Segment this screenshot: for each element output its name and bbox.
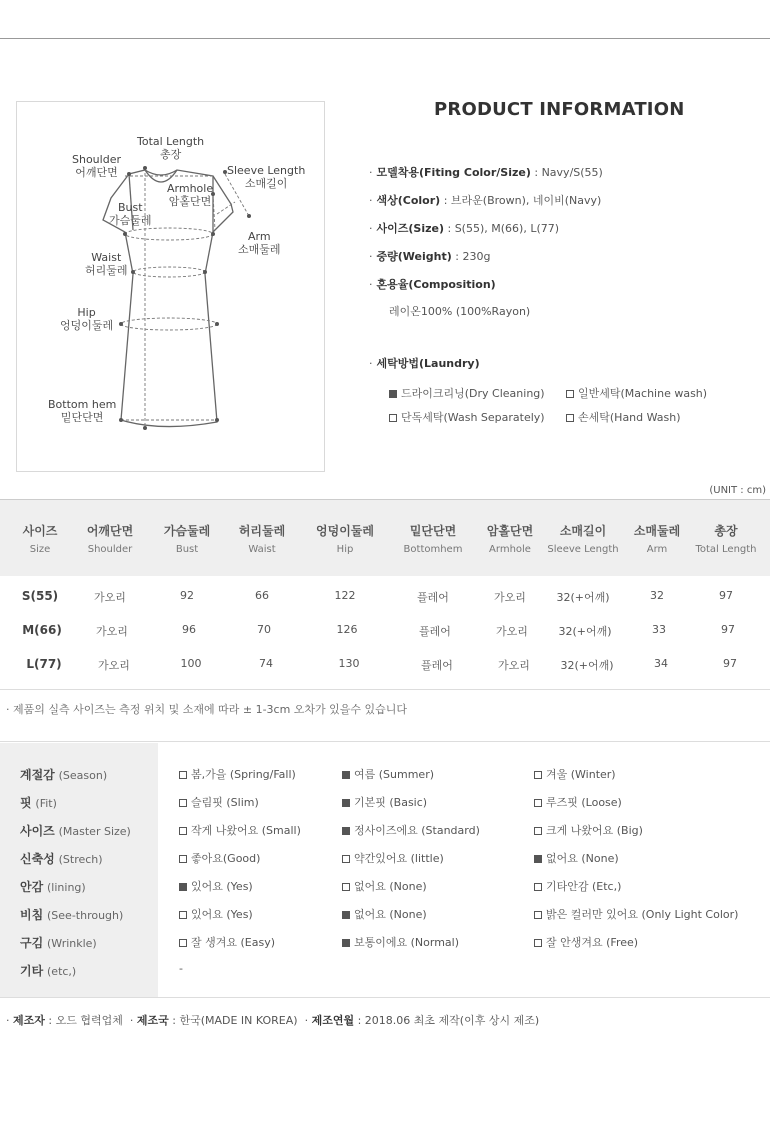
attribute-option [342, 794, 427, 810]
label-bust: Bust 가슴둘레 [109, 201, 152, 227]
attribute-option [534, 850, 619, 866]
attribute-label-en: (See-through) [47, 909, 124, 922]
checkbox-empty-icon [534, 939, 542, 947]
attribute-label-en: (etc,) [47, 965, 77, 978]
checkbox-empty-icon [342, 855, 350, 863]
size-cell: 가오리 [496, 625, 528, 638]
attribute-option-text: 크게 나왔어요 (Big) [546, 824, 643, 837]
checkbox-empty-icon [534, 883, 542, 891]
attribute-option-text: 기타안감 (Etc,) [546, 880, 622, 893]
size-cell: 100 [180, 657, 202, 670]
size-cell: 가오리 [494, 591, 526, 604]
checkbox-checked-icon [342, 771, 350, 779]
checkbox-empty-icon [179, 827, 187, 835]
attribute-label-ko: 기타 [20, 964, 44, 978]
size-header-en: Size [29, 544, 51, 555]
attribute-option-text: 없어요 (None) [546, 852, 619, 865]
attribute-label-ko: 핏 [20, 796, 32, 810]
size-header-en: Armhole [489, 544, 531, 555]
attribute-option-text: 없어요 (None) [354, 880, 427, 893]
attribute-option-text: 슬림핏 (Slim) [191, 796, 259, 809]
checkbox-empty-icon [534, 771, 542, 779]
spec-weight: · 중량(Weight) : 230g [369, 250, 491, 263]
size-header-ko: 소매둘레 [633, 524, 681, 538]
size-cell: 130 [338, 657, 360, 670]
size-header-en: Hip [336, 544, 354, 555]
attribute-label-ko: 안감 [20, 880, 44, 894]
attribute-option-text: 없어요 (None) [354, 908, 427, 921]
attribute-other-value: - [179, 962, 183, 975]
size-header-ko: 엉덩이둘레 [316, 524, 374, 538]
attribute-option [342, 822, 480, 838]
label-armhole: Armhole 암홀단면 [167, 182, 214, 208]
checkbox-empty-icon [179, 939, 187, 947]
attribute-option [534, 878, 621, 894]
attribute-label-ko: 계절감 [20, 768, 55, 782]
attribute-label-en: (Master Size) [58, 825, 131, 838]
size-header-en: Bottomhem [403, 544, 463, 555]
size-header-ko: 암홀단면 [486, 524, 534, 538]
attribute-option-text: 잘 생겨요 (Easy) [191, 936, 276, 949]
attribute-label-ko: 비침 [20, 908, 44, 922]
attribute-option [534, 794, 622, 810]
attribute-label [20, 878, 86, 895]
checkbox-checked-icon [534, 855, 542, 863]
label-total-length: Total Length 총장 [137, 135, 205, 161]
size-header-ko: 총장 [714, 524, 738, 538]
checkbox-empty-icon [389, 414, 397, 422]
attribute-label [20, 850, 103, 867]
size-cell: 92 [180, 589, 194, 602]
attribute-label-en: (Season) [58, 769, 108, 782]
laundry-dry-cleaning: 드라이크리닝(Dry Cleaning) [389, 385, 545, 401]
label-hip: Hip 엉덩이둘레 [60, 306, 114, 332]
composition-value: 레이온100% (100%Rayon) [389, 305, 531, 318]
size-cell: 97 [719, 589, 733, 602]
measurement-diagram [16, 101, 325, 472]
size-cell: 32(+어깨) [556, 591, 610, 604]
size-cell: 가오리 [498, 659, 530, 672]
size-cell: 32(+어깨) [560, 659, 614, 672]
attribute-label-ko: 구김 [20, 936, 44, 950]
size-cell: 가오리 [98, 659, 130, 672]
attribute-option-text: 보통이에요 (Normal) [354, 936, 460, 949]
attribute-label [20, 822, 131, 839]
size-cell: 66 [255, 589, 269, 602]
size-cell: 33 [652, 623, 666, 636]
manufacturer-info: · 제조자 : 오드 협력업체 · 제조국 : 한국(MADE IN KOREA) · 제조연월 : 2018.06 최초 제작(이후 상시 제조) [6, 1014, 540, 1027]
attribute-option [342, 766, 434, 782]
spec-fit-model: · 모델착용(Fiting Color/Size) : Navy/S(55) [369, 166, 603, 179]
size-header-ko: 밑단단면 [409, 524, 457, 538]
size-row-label: L(77) [26, 657, 62, 671]
size-cell: 126 [336, 623, 358, 636]
size-header-ko: 소매길이 [559, 524, 607, 538]
checkbox-empty-icon [534, 827, 542, 835]
size-row-label: S(55) [21, 589, 59, 603]
attribute-option [179, 766, 296, 782]
size-cell: 32(+어깨) [558, 625, 612, 638]
divider [0, 997, 770, 998]
size-cell: 플레어 [421, 659, 453, 672]
attribute-option-text: 밝은 컬러만 있어요 (Only Light Color) [546, 908, 739, 921]
size-header-ko: 사이즈 [22, 524, 58, 538]
checkbox-empty-icon [342, 883, 350, 891]
attribute-option-text: 겨울 (Winter) [546, 768, 616, 781]
attribute-option [534, 934, 638, 950]
size-cell: 34 [654, 657, 668, 670]
laundry-wash-separately: 단독세탁(Wash Separately) [389, 409, 545, 425]
label-arm: Arm 소매둘레 [238, 230, 281, 256]
checkbox-checked-icon [342, 827, 350, 835]
attribute-option [179, 878, 253, 894]
attribute-label-en: (Wrinkle) [47, 937, 97, 950]
attribute-option-text: 정사이즈에요 (Standard) [354, 824, 480, 837]
top-divider [0, 38, 770, 39]
size-header-ko: 허리둘레 [238, 524, 286, 538]
attribute-label [20, 766, 107, 783]
unit-label: (UNIT : cm) [709, 485, 766, 496]
attribute-option-text: 기본핏 (Basic) [354, 796, 428, 809]
attribute-label-ko: 사이즈 [20, 824, 55, 838]
attribute-label-en: (Fit) [35, 797, 57, 810]
spec-color: · 색상(Color) : 브라운(Brown), 네이비(Navy) [369, 194, 602, 207]
size-header-en: Arm [646, 544, 668, 555]
attribute-option [179, 906, 253, 922]
size-header-en: Shoulder [87, 544, 133, 555]
size-cell: 플레어 [419, 625, 451, 638]
attribute-option-text: 좋아요(Good) [191, 852, 261, 865]
size-cell: 74 [259, 657, 273, 670]
attribute-option-text: 봄,가을 (Spring/Fall) [191, 768, 296, 781]
size-cell: 가오리 [94, 591, 126, 604]
size-cell: 97 [721, 623, 735, 636]
checkbox-empty-icon [179, 911, 187, 919]
size-cell: 97 [723, 657, 737, 670]
attribute-option [534, 822, 643, 838]
size-header-en: Sleeve Length [547, 544, 619, 555]
size-note: · 제품의 실측 사이즈는 측정 위치 및 소재에 따라 ± 1-3cm 오차가 있을수 있습니다 [6, 703, 408, 716]
checkbox-empty-icon [534, 911, 542, 919]
spec-size: · 사이즈(Size) : S(55), M(66), L(77) [369, 222, 560, 235]
label-waist: Waist 허리둘레 [85, 251, 128, 277]
size-row-label: M(66) [22, 623, 62, 637]
attribute-option [342, 878, 427, 894]
divider [0, 741, 770, 742]
checkbox-checked-icon [342, 911, 350, 919]
attribute-option [179, 850, 260, 866]
laundry-hand-wash: 손세탁(Hand Wash) [566, 409, 681, 425]
size-cell: 32 [650, 589, 664, 602]
size-cell: 122 [334, 589, 356, 602]
size-header-en: Bust [175, 544, 199, 555]
attribute-label [20, 794, 57, 811]
attribute-option-text: 잘 안생겨요 (Free) [546, 936, 639, 949]
attribute-option-text: 있어요 (Yes) [191, 908, 253, 921]
spec-composition: · 혼용율(Composition) [369, 278, 496, 291]
laundry-label: · 세탁방법(Laundry) [369, 357, 480, 370]
label-shoulder: Shoulder 어깨단면 [72, 153, 121, 179]
attribute-option-text: 있어요 (Yes) [191, 880, 253, 893]
attribute-option-text: 작게 나왔어요 (Small) [191, 824, 301, 837]
divider [0, 689, 770, 690]
attribute-option [534, 766, 616, 782]
attribute-label [20, 934, 97, 951]
attribute-option [342, 906, 427, 922]
checkbox-checked-icon [179, 883, 187, 891]
size-header-ko: 어깨단면 [86, 524, 134, 538]
checkbox-empty-icon [566, 390, 574, 398]
size-cell: 96 [182, 623, 196, 636]
checkbox-checked-icon [389, 390, 397, 398]
attribute-label-en: (lining) [47, 881, 86, 894]
laundry-machine-wash: 일반세탁(Machine wash) [566, 385, 707, 401]
size-header-en: Waist [248, 544, 276, 555]
label-bottom-hem: Bottom hem 밑단단면 [48, 398, 117, 424]
attribute-option [342, 850, 444, 866]
size-header-en: Total Length [695, 544, 757, 555]
attribute-label [20, 906, 123, 923]
checkbox-checked-icon [342, 799, 350, 807]
checkbox-empty-icon [179, 855, 187, 863]
checkbox-empty-icon [534, 799, 542, 807]
attribute-label-en: (Strech) [58, 853, 103, 866]
label-sleeve-length: Sleeve Length 소매길이 [227, 164, 306, 190]
checkbox-empty-icon [566, 414, 574, 422]
attribute-option [179, 934, 275, 950]
checkbox-checked-icon [342, 939, 350, 947]
checkbox-empty-icon [179, 771, 187, 779]
size-cell: 70 [257, 623, 271, 636]
size-cell: 가오리 [96, 625, 128, 638]
attribute-option-text: 여름 (Summer) [354, 768, 435, 781]
attribute-option [179, 794, 259, 810]
attribute-option-text: 루즈핏 (Loose) [546, 796, 622, 809]
attribute-option [534, 906, 738, 922]
size-header-ko: 가슴둘레 [163, 524, 211, 538]
checkbox-empty-icon [179, 799, 187, 807]
attribute-label-ko: 신축성 [20, 852, 55, 866]
size-cell: 플레어 [417, 591, 449, 604]
attribute-option [342, 934, 459, 950]
attribute-label [20, 962, 76, 979]
product-info-title: PRODUCT INFORMATION [434, 99, 685, 120]
attribute-option-text: 약간있어요 (little) [354, 852, 444, 865]
attribute-option [179, 822, 301, 838]
